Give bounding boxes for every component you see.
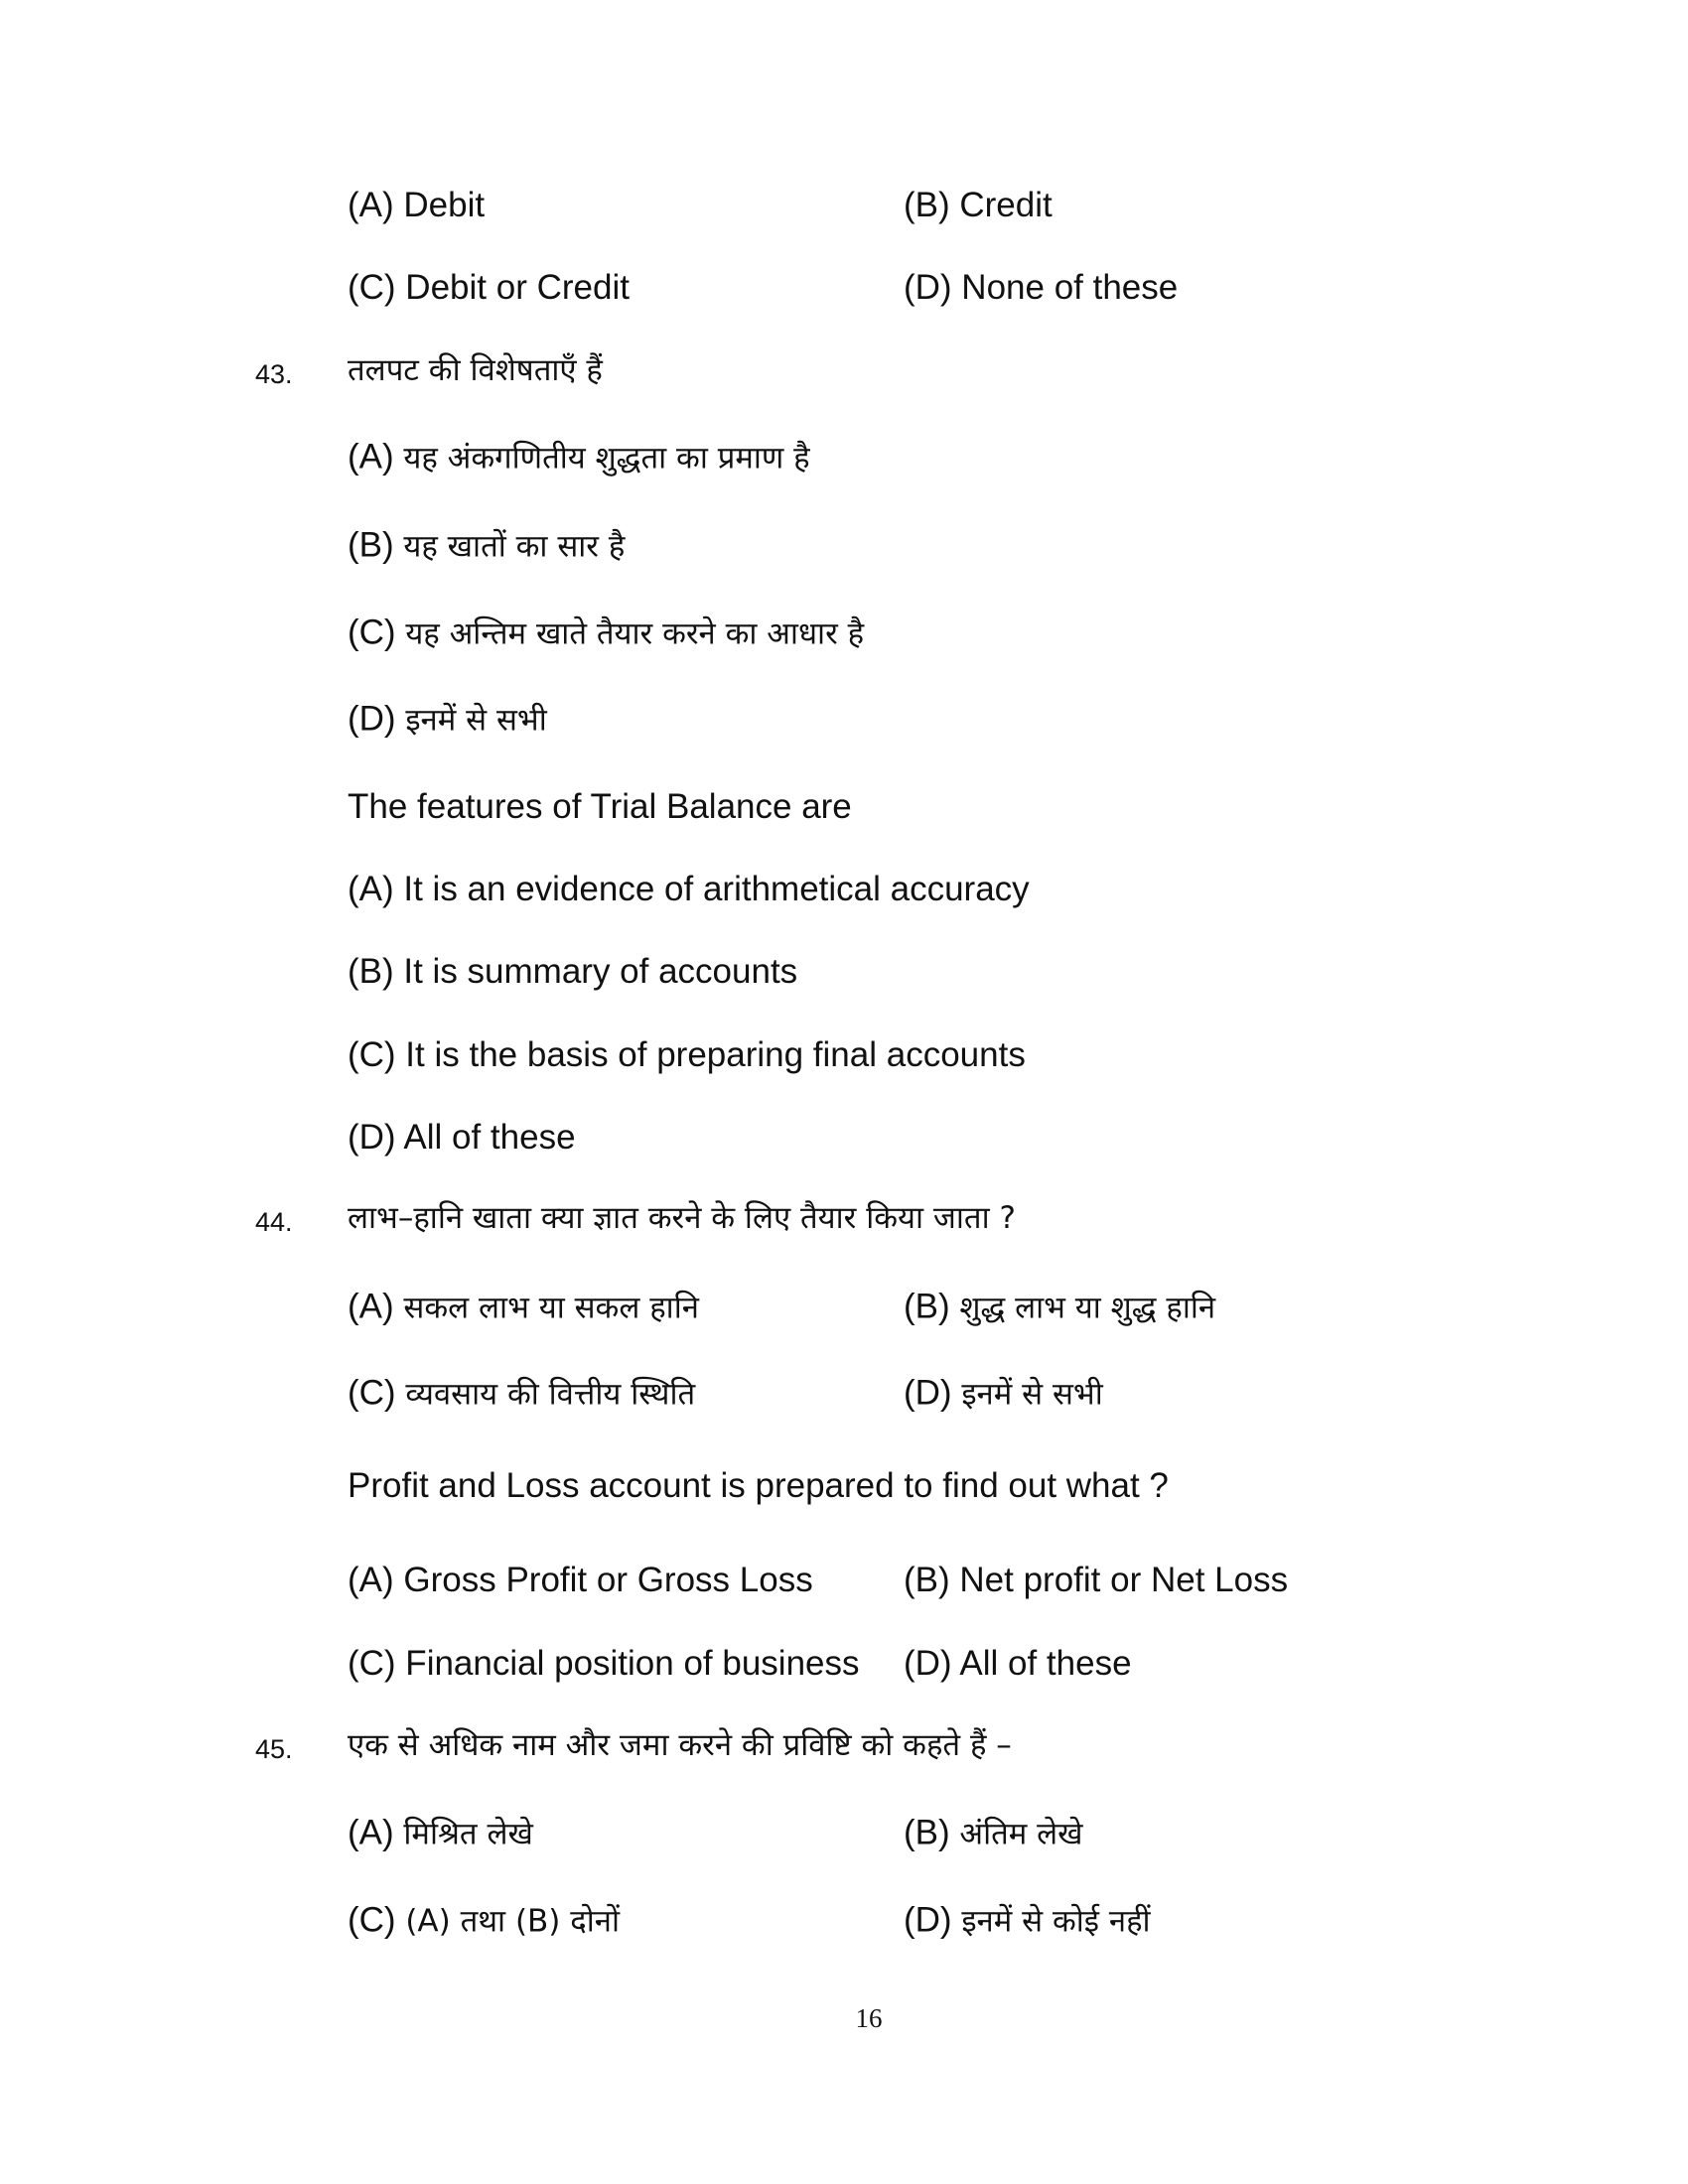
option-text: (A) तथा (B) दोनों bbox=[405, 1903, 620, 1940]
option-text: यह अंकगणितीय शुद्धता का प्रमाण है bbox=[403, 440, 810, 477]
option-label: (B) bbox=[904, 1813, 950, 1852]
q43-english-option-a: (A) It is an evidence of arithmetical accuracy bbox=[348, 870, 1030, 908]
question-number-43: 43. bbox=[255, 359, 293, 389]
option-label: (B) bbox=[904, 1287, 950, 1326]
option-text: इनमें से सभी bbox=[405, 702, 547, 739]
q43-english-option-b: (B) It is summary of accounts bbox=[348, 952, 798, 991]
q45-hindi-option-a bbox=[348, 1812, 533, 1856]
q45-hindi-option-c bbox=[348, 1899, 620, 1944]
q44-english-option-b: (B) Net profit or Net Loss bbox=[904, 1561, 1289, 1599]
q43-english-option-c: (C) It is the basis of preparing final accounts bbox=[348, 1035, 1026, 1074]
q44-hindi-question: लाभ–हानि खाता क्या ज्ञात करने के लिए तैयार किया जाता ? bbox=[348, 1200, 1016, 1236]
q43-hindi-option-b bbox=[348, 524, 625, 569]
option-label: (C) bbox=[348, 1900, 396, 1940]
option-text: व्यवसाय की वित्तीय स्थिति bbox=[405, 1376, 696, 1413]
option-label: (D) bbox=[348, 699, 396, 739]
option-label: (C) bbox=[348, 1373, 396, 1413]
option-label: (D) bbox=[904, 1373, 952, 1413]
q44-hindi-option-a bbox=[348, 1286, 699, 1330]
q43-hindi-option-d bbox=[348, 698, 547, 743]
option-text: शुद्ध लाभ या शुद्ध हानि bbox=[959, 1290, 1216, 1326]
q43-hindi-option-c bbox=[348, 612, 864, 656]
option-text: अंतिम लेखे bbox=[959, 1816, 1083, 1852]
q45-hindi-option-b bbox=[904, 1812, 1083, 1856]
q43-hindi-question: तलपट की विशेषताएँ हैं bbox=[348, 352, 603, 388]
page-number: 16 bbox=[855, 2003, 883, 2033]
option-text: सकल लाभ या सकल हानि bbox=[403, 1290, 699, 1326]
option-text: यह अन्तिम खाते तैयार करने का आधार है bbox=[405, 615, 865, 652]
q44-english-question: Profit and Loss account is prepared to find out what ? bbox=[348, 1466, 1169, 1505]
option-text: इनमें से कोई नहीं bbox=[961, 1903, 1151, 1940]
question-number-44: 44. bbox=[255, 1207, 293, 1237]
option-label: (A) bbox=[348, 1813, 394, 1852]
option-label: (D) bbox=[904, 1900, 952, 1940]
q44-english-option-d: (D) All of these bbox=[904, 1644, 1132, 1683]
option-label: (A) bbox=[348, 1287, 394, 1326]
option-text: यह खातों का सार है bbox=[403, 528, 626, 565]
q44-hindi-option-d bbox=[904, 1372, 1103, 1417]
q44-english-option-c: (C) Financial position of business bbox=[348, 1644, 860, 1683]
q44-hindi-option-b bbox=[904, 1286, 1215, 1330]
question-number-45: 45. bbox=[255, 1734, 293, 1764]
q42-option-d: (D) None of these bbox=[904, 268, 1179, 307]
q44-english-option-a: (A) Gross Profit or Gross Loss bbox=[348, 1561, 813, 1599]
option-label: (C) bbox=[348, 613, 396, 652]
q42-option-b: (B) Credit bbox=[904, 186, 1053, 224]
q44-hindi-option-c bbox=[348, 1372, 695, 1417]
option-label: (A) bbox=[348, 437, 394, 477]
q43-english-option-d: (D) All of these bbox=[348, 1118, 576, 1157]
option-text: मिश्रित लेखे bbox=[403, 1816, 533, 1852]
q43-english-question: The features of Trial Balance are bbox=[348, 787, 852, 826]
q42-option-a: (A) Debit bbox=[348, 186, 486, 224]
q43-hindi-option-a bbox=[348, 436, 810, 480]
option-label: (B) bbox=[348, 525, 394, 565]
q45-hindi-question: एक से अधिक नाम और जमा करने की प्रविष्टि को कहते हैं – bbox=[348, 1727, 1012, 1763]
q42-option-c: (C) Debit or Credit bbox=[348, 268, 630, 307]
q45-hindi-option-d bbox=[904, 1899, 1151, 1944]
option-text: इनमें से सभी bbox=[961, 1376, 1103, 1413]
